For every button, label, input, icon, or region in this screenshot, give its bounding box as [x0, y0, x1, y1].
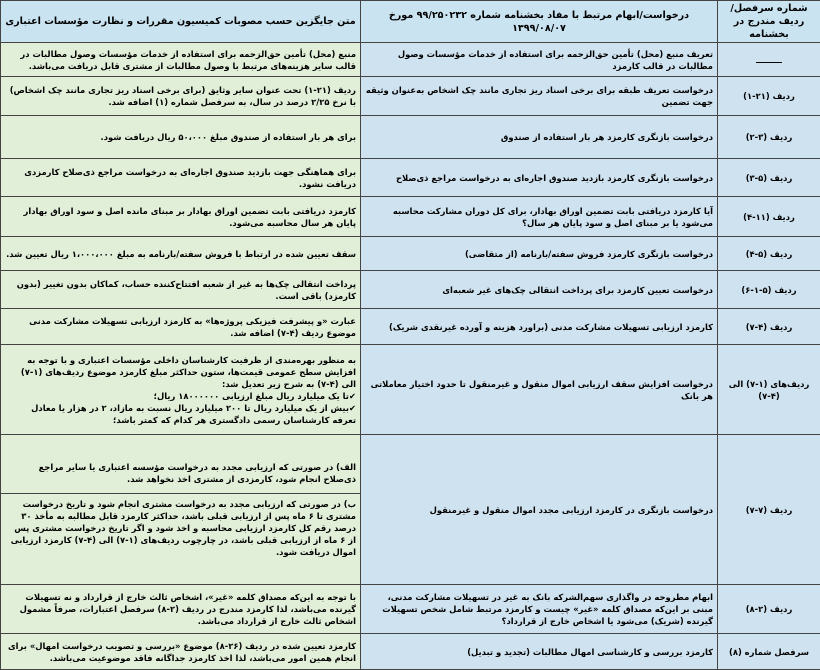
table-row — [1, 43, 820, 77]
table-row — [1, 271, 820, 309]
row-answer: برای هر بار استفاده از صندوق مبلغ ۵۰،۰۰۰ ریال دریافت شود. — [1, 116, 361, 159]
row-number: ـــــــــ — [718, 43, 820, 77]
row-number: ردیف (۷-۷) — [718, 435, 820, 585]
table-row — [1, 77, 820, 116]
row-answer: برای هماهنگی جهت بازدید صندوق اجاره‌ای به درخواست مراجع ذی‌صلاح کارمزدی دریافت نشود. — [1, 159, 361, 197]
row-number: ردیف (۵-۱-۶) — [718, 271, 820, 309]
row-answer: ردیف (۲۱-۱) تحت عنوان سایر وثایق (برای برخی اسناد ریز تجاری مانند چک اشخاص) با نرخ ۲/۲۵ درصد در سال، به سرفصل شماره (۱) اضافه شد. — [1, 77, 361, 116]
row-request: کارمزد بررسی و کارشناسی امهال مطالبات (تجدید و تبدیل) — [361, 634, 718, 670]
header-row — [1, 1, 820, 43]
answer-part-a: الف) در صورتی که ارزیابی مجدد به درخواست مؤسسه اعتباری یا سایر مراجع ذی‌صلاح انجام شود، کارمزدی از مشتری اخذ نخواهد شد. — [1, 457, 360, 494]
row-request: درخواست تعریف طبقه برای برخی اسناد ریز تجاری مانند چک اشخاص به‌عنوان وثیقه جهت تضمین — [361, 77, 718, 116]
row-answer: کارمزد تعیین شده در ردیف (۲۶-۸) موضوع «بررسی و تصویب درخواست امهال» برای انجام همین امور می‌باشد، لذا اخذ کارمزد جداگانه فاقد موضوعیت می‌باشد. — [1, 634, 361, 670]
row-number: ردیف (۱۱-۴) — [718, 197, 820, 237]
row-answer: با توجه به این‌که مصداق کلمه «غیر»، اشخاص ثالث خارج از قرارداد و نه تسهیلات گیرنده می‌باشد، لذا کارمزد مندرج در ردیف (۲-۸) سرفصل اعتبارات، صرفاً مشمول اشخاص ثالث خارج از قرارداد می‌باشد. — [1, 585, 361, 634]
checkmark-icon: ✔ — [349, 403, 356, 413]
row-request: درخواست افزایش سقف ارزیابی اموال منقول و غیرمنقول تا حدود اختیار معاملاتی هر بانک — [361, 345, 718, 435]
row-request: کارمزد ارزیابی تسهیلات مشارکت مدنی (براورد هزینه و آورده غیرنقدی شریک) — [361, 309, 718, 345]
table-row — [1, 159, 820, 197]
table-row — [1, 585, 820, 634]
row-number: ردیف (۵-۴) — [718, 237, 820, 271]
row-request: ابهام مطروحه در واگذاری سهم‌الشرکه بانک به غیر در تسهیلات مشارکت مدنی، مبنی بر این‌که مصداق کلمه «غیر» چیست و کارمزد مرتبط شامل شخص تسهیلات گیرنده (شریک) می‌شود یا اشخاص خارج از قرارداد؟ — [361, 585, 718, 634]
answer-bullet-text: بیش از یک میلیارد ریال تا ۲۰۰ میلیارد ریال نسبت به مازاد، ۲ در هزار یا معادل تعرفه کارشناسان رسمی دادگستری هر کدام که کمتر باشد؛ — [31, 403, 356, 425]
answer-part-b: ب) در صورتی که ارزیابی مجدد به درخواست مشتری انجام شود و تاریخ درخواست مشتری تا ۶ ماه پس از ارزیابی قبلی باشد، حداکثر کارمزد قابل مطالبه به مأخذ ۳۰ درصد رقم کل کارمزد ارزیابی محاسبه و اخذ شود و اگر تاریخ درخواست مشتری پس از ۶ ماه از ارزیابی قبلی باشد، در چارچوب ردیف‌های (۱-۷) الی (۴-۷) کارمزد ارزیابی اموال دریافت شود. — [1, 494, 360, 562]
answer-intro: به منظور بهره‌مندی از ظرفیت کارشناسان داخلی مؤسسات اعتباری و با توجه به افزایش سطح عمومی قیمت‌ها، ستون حداکثر مبلغ کارمزد موضوع ردیف‌های (۱-۷) الی (۴-۷) به شرح زیر تعدیل شد: — [5, 354, 356, 390]
row-number: ردیف‌های (۱-۷) الی (۴-۷) — [718, 345, 820, 435]
row-answer: پرداخت انتقالی چک‌ها به غیر از شعبه افتتاح‌کننده حساب، کماکان بدون تغییر (بدون کارمزد) باقی است. — [1, 271, 361, 309]
row-number: سرفصل شماره (۸) — [718, 634, 820, 670]
row-number: ردیف (۲-۸) — [718, 585, 820, 634]
row-request: درخواست بازنگری کارمزد بازدید صندوق اجاره‌ای به درخواست مراجع ذی‌صلاح — [361, 159, 718, 197]
checkmark-icon: ✔ — [349, 391, 356, 401]
row-answer: عبارت «و پیشرفت فیزیکی پروژه‌ها» به کارمزد ارزیابی تسهیلات مشارکت مدنی موضوع ردیف (۴-۷) اضافه شد. — [1, 309, 361, 345]
header-answer: متن جایگزین حسب مصوبات کمیسیون مقررات و نظارت مؤسسات اعتباری — [1, 1, 361, 43]
row-request: آیا کارمزد دریافتی بابت تضمین اوراق بهادار، برای کل دوران مشارکت محاسبه می‌شود یا بر مبنای اصل و سود پایان هر سال؟ — [361, 197, 718, 237]
row-number: ردیف (۲۱-۱) — [718, 77, 820, 116]
row-answer: سقف تعیین شده در ارتباط با فروش سفته/بارنامه به مبلغ ۱،۰۰۰،۰۰۰ ریال تعیین شد. — [1, 237, 361, 271]
row-request: درخواست بازنگری کارمزد هر بار استفاده از صندوق — [361, 116, 718, 159]
table-row — [1, 237, 820, 271]
row-request: درخواست تعیین کارمزد برای پرداخت انتقالی چک‌های غیر شعبه‌ای — [361, 271, 718, 309]
answer-bullet — [5, 402, 356, 426]
answer-bullet-text: تا یک میلیارد ریال مبلغ ارزیابی ۱۸۰۰۰۰۰۰ ریال؛ — [154, 391, 349, 401]
row-answer: کارمزد دریافتی بابت تضمین اوراق بهادار بر مبنای مانده اصل و سود اوراق بهادار پایان هر سال محاسبه می‌شود. — [1, 197, 361, 237]
header-request: درخواست/ابهام مرتبط با مفاد بخشنامه شماره ۹۹/۲۵۰۲۳۲ مورخ ۱۳۹۹/۰۸/۰۷ — [361, 1, 718, 43]
table-row — [1, 634, 820, 670]
row-answer — [1, 435, 361, 585]
table-row — [1, 435, 820, 585]
table-row — [1, 116, 820, 159]
row-answer: منبع (محل) تأمین حق‌الزحمه برای استفاده از خدمات مؤسسات وصول مطالبات در قالب سایر هزینه‌های مرتبط با وصول مطالبات از مشتری قابل دریافت می‌باشد. — [1, 43, 361, 77]
row-request: درخواست بازنگری کارمزد فروش سفته/بارنامه (از متقاضی) — [361, 237, 718, 271]
row-number: ردیف (۵-۳) — [718, 159, 820, 197]
table-row — [1, 309, 820, 345]
table-row — [1, 345, 820, 435]
answer-bullet — [5, 390, 356, 402]
row-request: درخواست بازنگری در کارمزد ارزیابی مجدد اموال منقول و غیرمنقول — [361, 435, 718, 585]
row-request: تعریف منبع (محل) تأمین حق‌الزحمه برای استفاده از خدمات مؤسسات وصول مطالبات در قالب کارمزد — [361, 43, 718, 77]
header-num: شماره سرفصل/ردیف مندرج در بخشنامه — [718, 1, 820, 43]
row-number: ردیف (۳-۲) — [718, 116, 820, 159]
row-number: ردیف (۴-۷) — [718, 309, 820, 345]
table-row — [1, 197, 820, 237]
row-answer — [1, 345, 361, 435]
